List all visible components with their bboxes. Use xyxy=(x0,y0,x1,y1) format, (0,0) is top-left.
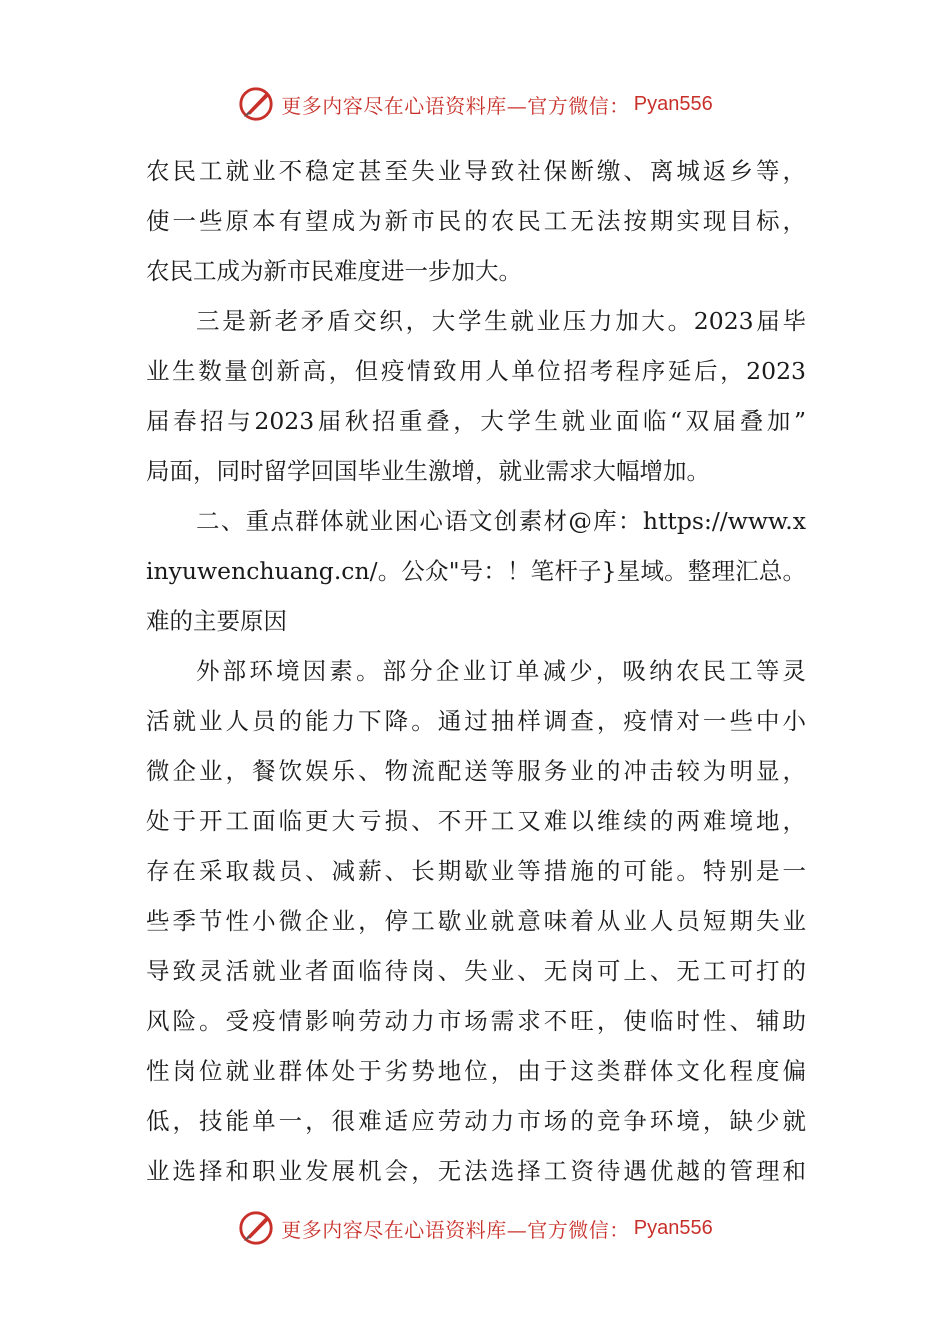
header-site-text: 更多内容尽在心语资料库—官方微信： xyxy=(281,93,630,118)
section-heading-line: 难的主要原因 xyxy=(146,607,287,635)
text-line: 存在采取裁员、减薪、长期歇业等措施的可能。特别是一 xyxy=(146,857,806,885)
text-line: 导致灵活就业者面临待岗、失业、无岗可上、无工可打的 xyxy=(146,957,806,985)
text-line: 低，技能单一，很难适应劳动力市场的竞争环境，缺少就 xyxy=(146,1107,806,1135)
text-line: 微企业，餐饮娱乐、物流配送等服务业的冲击较为明显， xyxy=(146,757,806,785)
text-line: 三是新老矛盾交织，大学生就业压力加大。2023届毕 xyxy=(196,307,806,335)
footer-banner xyxy=(0,1208,950,1248)
text-line: 风险。受疫情影响劳动力市场需求不旺，使临时性、辅助 xyxy=(146,1007,806,1035)
text-line: 农民工成为新市民难度进一步加大。 xyxy=(146,257,522,285)
footer-wechat-id: Pyan556 xyxy=(633,1216,713,1239)
quill-logo-icon xyxy=(237,1209,275,1247)
text-line: 局面，同时留学回国毕业生激增，就业需求大幅增加。 xyxy=(146,457,710,485)
text-line: 业生数量创新高，但疫情致用人单位招考程序延后，2023 xyxy=(146,357,806,385)
text-line: 处于开工面临更大亏损、不开工又难以维续的两难境地， xyxy=(146,807,806,835)
footer-site-text: 更多内容尽在心语资料库—官方微信： xyxy=(281,1217,630,1242)
section-heading-line: inyuwenchuang.cn/。公众"号：！笔杆子}星域。整理汇总。 xyxy=(146,557,806,585)
text-line: 性岗位就业群体处于劣势地位，由于这类群体文化程度偏 xyxy=(146,1057,806,1085)
text-line: 业选择和职业发展机会，无法选择工资待遇优越的管理和 xyxy=(146,1157,806,1185)
text-line: 活就业人员的能力下降。通过抽样调查，疫情对一些中小 xyxy=(146,707,806,735)
section-heading-line: 二、重点群体就业困心语文创素材@库：https://www.x xyxy=(196,507,806,535)
header-wechat-id: Pyan556 xyxy=(633,92,713,115)
document-body xyxy=(146,146,806,1196)
text-line: 农民工就业不稳定甚至失业导致社保断缴、离城返乡等， xyxy=(146,157,806,185)
header-banner xyxy=(0,84,950,124)
text-line: 外部环境因素。部分企业订单减少，吸纳农民工等灵 xyxy=(196,657,806,685)
text-line: 使一些原本有望成为新市民的农民工无法按期实现目标， xyxy=(146,207,806,235)
text-line: 届春招与2023届秋招重叠，大学生就业面临“双届叠加” xyxy=(146,407,806,435)
quill-logo-icon xyxy=(237,85,275,123)
text-line: 些季节性小微企业，停工歇业就意味着从业人员短期失业 xyxy=(146,907,806,935)
